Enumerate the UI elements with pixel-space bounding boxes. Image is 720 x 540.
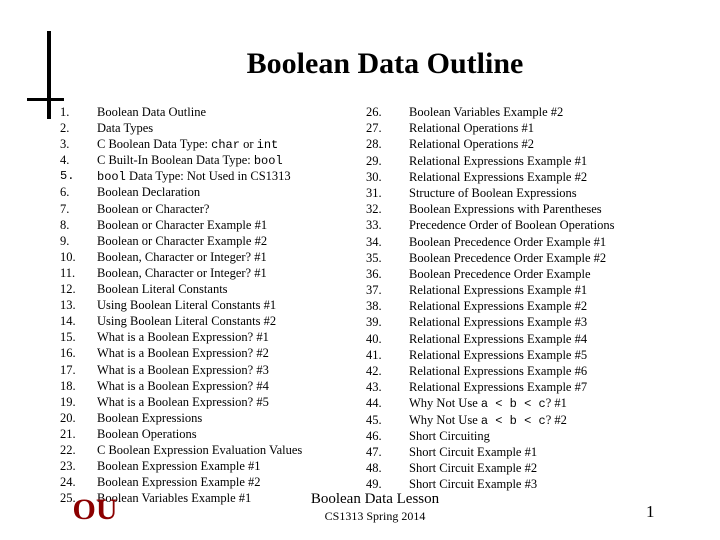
text-fragment: Relational Expressions Example #1	[409, 283, 588, 298]
footer-lesson-title: Boolean Data Lesson	[310, 491, 440, 507]
outline-item-label	[97, 458, 261, 474]
outline-item-label	[97, 249, 267, 265]
outline-item-label	[409, 476, 537, 492]
text-fragment: Boolean, Character or Integer? #1	[97, 249, 267, 264]
text-fragment: or	[239, 137, 257, 152]
code-fragment: bool	[97, 170, 126, 185]
outline-item-number: 14.	[60, 314, 76, 329]
footer-course-term: CS1313 Spring 2014	[324, 509, 426, 523]
outline-item-label	[409, 201, 602, 217]
decorative-vertical-rule	[47, 31, 51, 119]
outline-item-label	[97, 442, 302, 458]
text-fragment: Boolean Operations	[97, 426, 197, 441]
outline-item-label	[97, 474, 261, 490]
outline-item-number: 1.	[60, 105, 70, 119]
outline-item	[60, 442, 360, 458]
text-fragment: Short Circuit Example #1	[409, 444, 538, 459]
text-fragment: Boolean or Character?	[97, 201, 210, 216]
text-fragment: Boolean, Character or Integer? #1	[97, 265, 267, 280]
outline-item-label	[97, 168, 291, 185]
code-fragment: a < b < c	[480, 413, 546, 428]
text-fragment: Short Circuit Example #3	[409, 477, 538, 492]
outline-item-number: 10.	[60, 249, 76, 264]
text-fragment: Boolean Expressions with Parentheses	[409, 202, 602, 217]
outline-item	[366, 201, 706, 217]
text-fragment: C Built-In Boolean Data Type:	[97, 153, 254, 168]
text-fragment: Boolean Expression Example #2	[97, 475, 261, 490]
outline-item-number: 7.	[60, 201, 70, 216]
outline-list-left	[60, 104, 360, 506]
outline-item-number: 24.	[60, 475, 76, 490]
outline-item	[366, 185, 706, 201]
outline-item-label	[409, 331, 587, 347]
outline-item-number: 13.	[60, 298, 76, 313]
outline-item-label	[409, 379, 587, 395]
text-fragment: C Boolean Data Type:	[97, 137, 212, 152]
text-fragment: What is a Boolean Expression? #2	[97, 346, 269, 361]
text-fragment: Boolean Precedence Order Example #1	[409, 234, 607, 249]
text-fragment: What is a Boolean Expression? #1	[97, 330, 269, 345]
outline-item-label	[409, 169, 587, 185]
outline-item-label	[409, 395, 567, 412]
text-fragment: Data Types	[97, 121, 154, 136]
outline-item-label	[409, 298, 587, 314]
text-fragment: Using Boolean Literal Constants #1	[97, 298, 277, 313]
outline-item-label	[97, 345, 269, 361]
text-fragment: Boolean or Character Example #1	[97, 217, 268, 232]
ou-logo-mark: OU	[72, 493, 118, 526]
outline-item-number: 4.	[60, 153, 70, 168]
outline-item	[60, 233, 360, 249]
outline-item-label	[97, 217, 267, 233]
outline-item	[60, 136, 360, 152]
outline-item-number: 47.	[366, 444, 382, 459]
text-fragment: ? #1	[545, 396, 567, 411]
outline-item-number: 9.	[60, 233, 70, 248]
outline-item-number: 33.	[366, 218, 382, 233]
text-fragment: ? #2	[545, 412, 567, 427]
text-fragment: Boolean Variables Example #2	[409, 105, 564, 119]
outline-item-label	[409, 282, 587, 298]
outline-item	[60, 168, 360, 184]
outline-item	[60, 281, 360, 297]
outline-item-number: 27.	[366, 121, 382, 136]
outline-item-label	[97, 265, 267, 281]
text-fragment: Relational Expressions Example #2	[409, 299, 588, 314]
outline-item	[366, 250, 706, 266]
outline-item	[366, 412, 706, 428]
outline-item-number: 8.	[60, 217, 70, 232]
text-fragment: Relational Operations #2	[409, 137, 534, 152]
outline-item-label	[97, 297, 276, 313]
code-fragment: bool	[253, 154, 283, 169]
outline-item-label	[97, 362, 269, 378]
outline-item-number: 26.	[366, 105, 382, 119]
text-fragment: What is a Boolean Expression? #4	[97, 378, 269, 393]
outline-item	[366, 104, 706, 120]
text-fragment: Using Boolean Literal Constants #2	[97, 314, 277, 329]
outline-item-number: 46.	[366, 428, 382, 443]
outline-item	[366, 120, 706, 136]
text-fragment: Boolean or Character Example #2	[97, 233, 268, 248]
outline-list-right	[366, 104, 706, 493]
outline-item	[366, 428, 706, 444]
outline-item	[60, 201, 360, 217]
outline-item	[366, 460, 706, 476]
outline-item	[60, 120, 360, 136]
outline-item-number: 6.	[60, 185, 70, 200]
outline-item-label	[97, 490, 251, 506]
outline-item	[366, 363, 706, 379]
outline-item-label	[409, 347, 587, 363]
text-fragment: Boolean Expression Example #1	[97, 459, 261, 474]
outline-item-label	[409, 460, 537, 476]
text-fragment: Relational Expressions Example #7	[409, 380, 588, 395]
outline-item	[366, 298, 706, 314]
slide-page-number: 1	[646, 502, 655, 521]
outline-item-number: 17.	[60, 362, 76, 377]
outline-item-number: 37.	[366, 283, 382, 298]
outline-item-number: 32.	[366, 202, 382, 217]
text-fragment: Relational Expressions Example #3	[409, 315, 588, 330]
decorative-horizontal-rule	[27, 98, 64, 101]
text-fragment: Short Circuiting	[409, 428, 490, 443]
outline-item-number: 2.	[60, 121, 70, 136]
text-fragment: Why Not Use	[409, 412, 481, 427]
outline-item-number: 44.	[366, 396, 382, 411]
outline-item-number: 42.	[366, 364, 382, 378]
outline-item	[366, 395, 706, 411]
outline-item-label	[409, 120, 534, 136]
outline-item-label	[409, 363, 587, 379]
text-fragment: Boolean Expressions	[97, 410, 203, 425]
outline-item-label	[97, 152, 283, 169]
outline-item-number: 38.	[366, 299, 382, 314]
text-fragment: Relational Expressions Example #6	[409, 364, 588, 378]
outline-item-number: 21.	[60, 426, 76, 441]
text-fragment: Relational Expressions Example #5	[409, 347, 588, 362]
outline-item	[60, 313, 360, 329]
outline-item	[366, 153, 706, 169]
outline-item	[60, 249, 360, 265]
outline-item	[366, 379, 706, 395]
ou-logo	[72, 487, 118, 532]
outline-item	[366, 347, 706, 363]
text-fragment: Relational Expressions Example #2	[409, 169, 588, 184]
text-fragment: Boolean Literal Constants	[97, 282, 228, 297]
text-fragment: Data Type: Not Used in CS1313	[125, 169, 291, 184]
text-fragment: What is a Boolean Expression? #3	[97, 362, 269, 377]
outline-item	[60, 458, 360, 474]
outline-item-label	[409, 136, 534, 152]
outline-item-label	[97, 281, 228, 297]
outline-item-label	[409, 234, 606, 250]
outline-item	[366, 314, 706, 330]
outline-item	[60, 378, 360, 394]
outline-item-number: 49.	[366, 477, 382, 492]
outline-item-label	[97, 410, 202, 426]
outline-item-label	[97, 136, 278, 153]
outline-item	[60, 362, 360, 378]
outline-item-label	[97, 104, 206, 120]
outline-item-label	[97, 378, 269, 394]
outline-item-number: 12.	[60, 282, 76, 297]
text-fragment: Boolean Variables Example #1	[97, 491, 252, 506]
outline-item-label	[97, 329, 269, 345]
outline-item-label	[409, 153, 587, 169]
outline-item-label	[409, 444, 537, 460]
text-fragment: Structure of Boolean Expressions	[409, 185, 577, 200]
outline-item-label	[97, 184, 200, 200]
outline-item-label	[97, 201, 209, 217]
outline-item-number: 31.	[366, 185, 382, 200]
outline-item-number: 5.	[60, 169, 75, 184]
outline-item-number: 28.	[366, 137, 382, 152]
outline-item-number: 25.	[60, 491, 76, 506]
outline-item-number: 11.	[60, 265, 76, 280]
outline-item	[60, 410, 360, 426]
outline-item-label	[97, 394, 269, 410]
outline-item	[60, 104, 360, 120]
text-fragment: Precedence Order of Boolean Operations	[409, 218, 615, 233]
outline-item-number: 40.	[366, 331, 382, 346]
outline-item-label	[97, 313, 276, 329]
outline-item	[60, 217, 360, 233]
outline-item-number: 30.	[366, 169, 382, 184]
outline-item-number: 16.	[60, 346, 76, 361]
outline-item-label	[409, 314, 587, 330]
outline-item-number: 36.	[366, 266, 382, 281]
outline-item-label	[409, 412, 567, 429]
outline-item-label	[409, 250, 606, 266]
outline-item-number: 34.	[366, 234, 382, 249]
slide-title: Boolean Data Outline	[246, 47, 524, 80]
outline-item-number: 19.	[60, 394, 76, 409]
code-fragment: a < b < c	[480, 397, 546, 412]
text-fragment: Boolean Data Outline	[97, 105, 206, 119]
outline-item	[366, 136, 706, 152]
outline-item-label	[409, 266, 591, 282]
text-fragment: What is a Boolean Expression? #5	[97, 394, 269, 409]
text-fragment: Relational Expressions Example #1	[409, 153, 588, 168]
outline-item	[366, 169, 706, 185]
outline-item-label	[97, 233, 267, 249]
outline-item-number: 39.	[366, 315, 382, 330]
text-fragment: Boolean Precedence Order Example	[409, 266, 591, 281]
outline-item	[366, 282, 706, 298]
text-fragment: C Boolean Expression Evaluation Values	[97, 442, 303, 457]
outline-item-number: 18.	[60, 378, 76, 393]
outline-item-number: 43.	[366, 380, 382, 395]
outline-item	[60, 297, 360, 313]
text-fragment: Short Circuit Example #2	[409, 461, 538, 476]
outline-item-label	[97, 426, 197, 442]
outline-item	[366, 266, 706, 282]
outline-item-number: 45.	[366, 412, 382, 427]
code-fragment: int	[256, 138, 279, 153]
outline-item-number: 29.	[366, 153, 382, 168]
outline-item-number: 3.	[60, 137, 70, 152]
outline-item-number: 22.	[60, 442, 76, 457]
outline-item-number: 41.	[366, 347, 382, 362]
outline-item-number: 48.	[366, 461, 382, 476]
text-fragment: Why Not Use	[409, 396, 481, 411]
outline-item-label	[409, 428, 490, 444]
outline-item-number: 35.	[366, 250, 382, 265]
outline-item	[366, 234, 706, 250]
outline-item-label	[97, 120, 153, 136]
outline-item	[366, 331, 706, 347]
outline-item	[60, 265, 360, 281]
outline-item-label	[409, 104, 563, 120]
outline-item-label	[409, 185, 577, 201]
outline-item	[60, 345, 360, 361]
text-fragment: Boolean Precedence Order Example #2	[409, 250, 607, 265]
outline-item	[60, 426, 360, 442]
text-fragment: Relational Operations #1	[409, 121, 534, 136]
code-fragment: char	[211, 138, 240, 153]
outline-item-number: 20.	[60, 410, 76, 425]
outline-item-label	[409, 217, 614, 233]
outline-item	[60, 394, 360, 410]
outline-item	[60, 329, 360, 345]
outline-item	[60, 184, 360, 200]
text-fragment: Boolean Declaration	[97, 185, 201, 200]
outline-item	[366, 217, 706, 233]
outline-item-number: 23.	[60, 459, 76, 474]
outline-item	[60, 152, 360, 168]
outline-item	[366, 444, 706, 460]
text-fragment: Relational Expressions Example #4	[409, 331, 588, 346]
outline-item-number: 15.	[60, 330, 76, 345]
